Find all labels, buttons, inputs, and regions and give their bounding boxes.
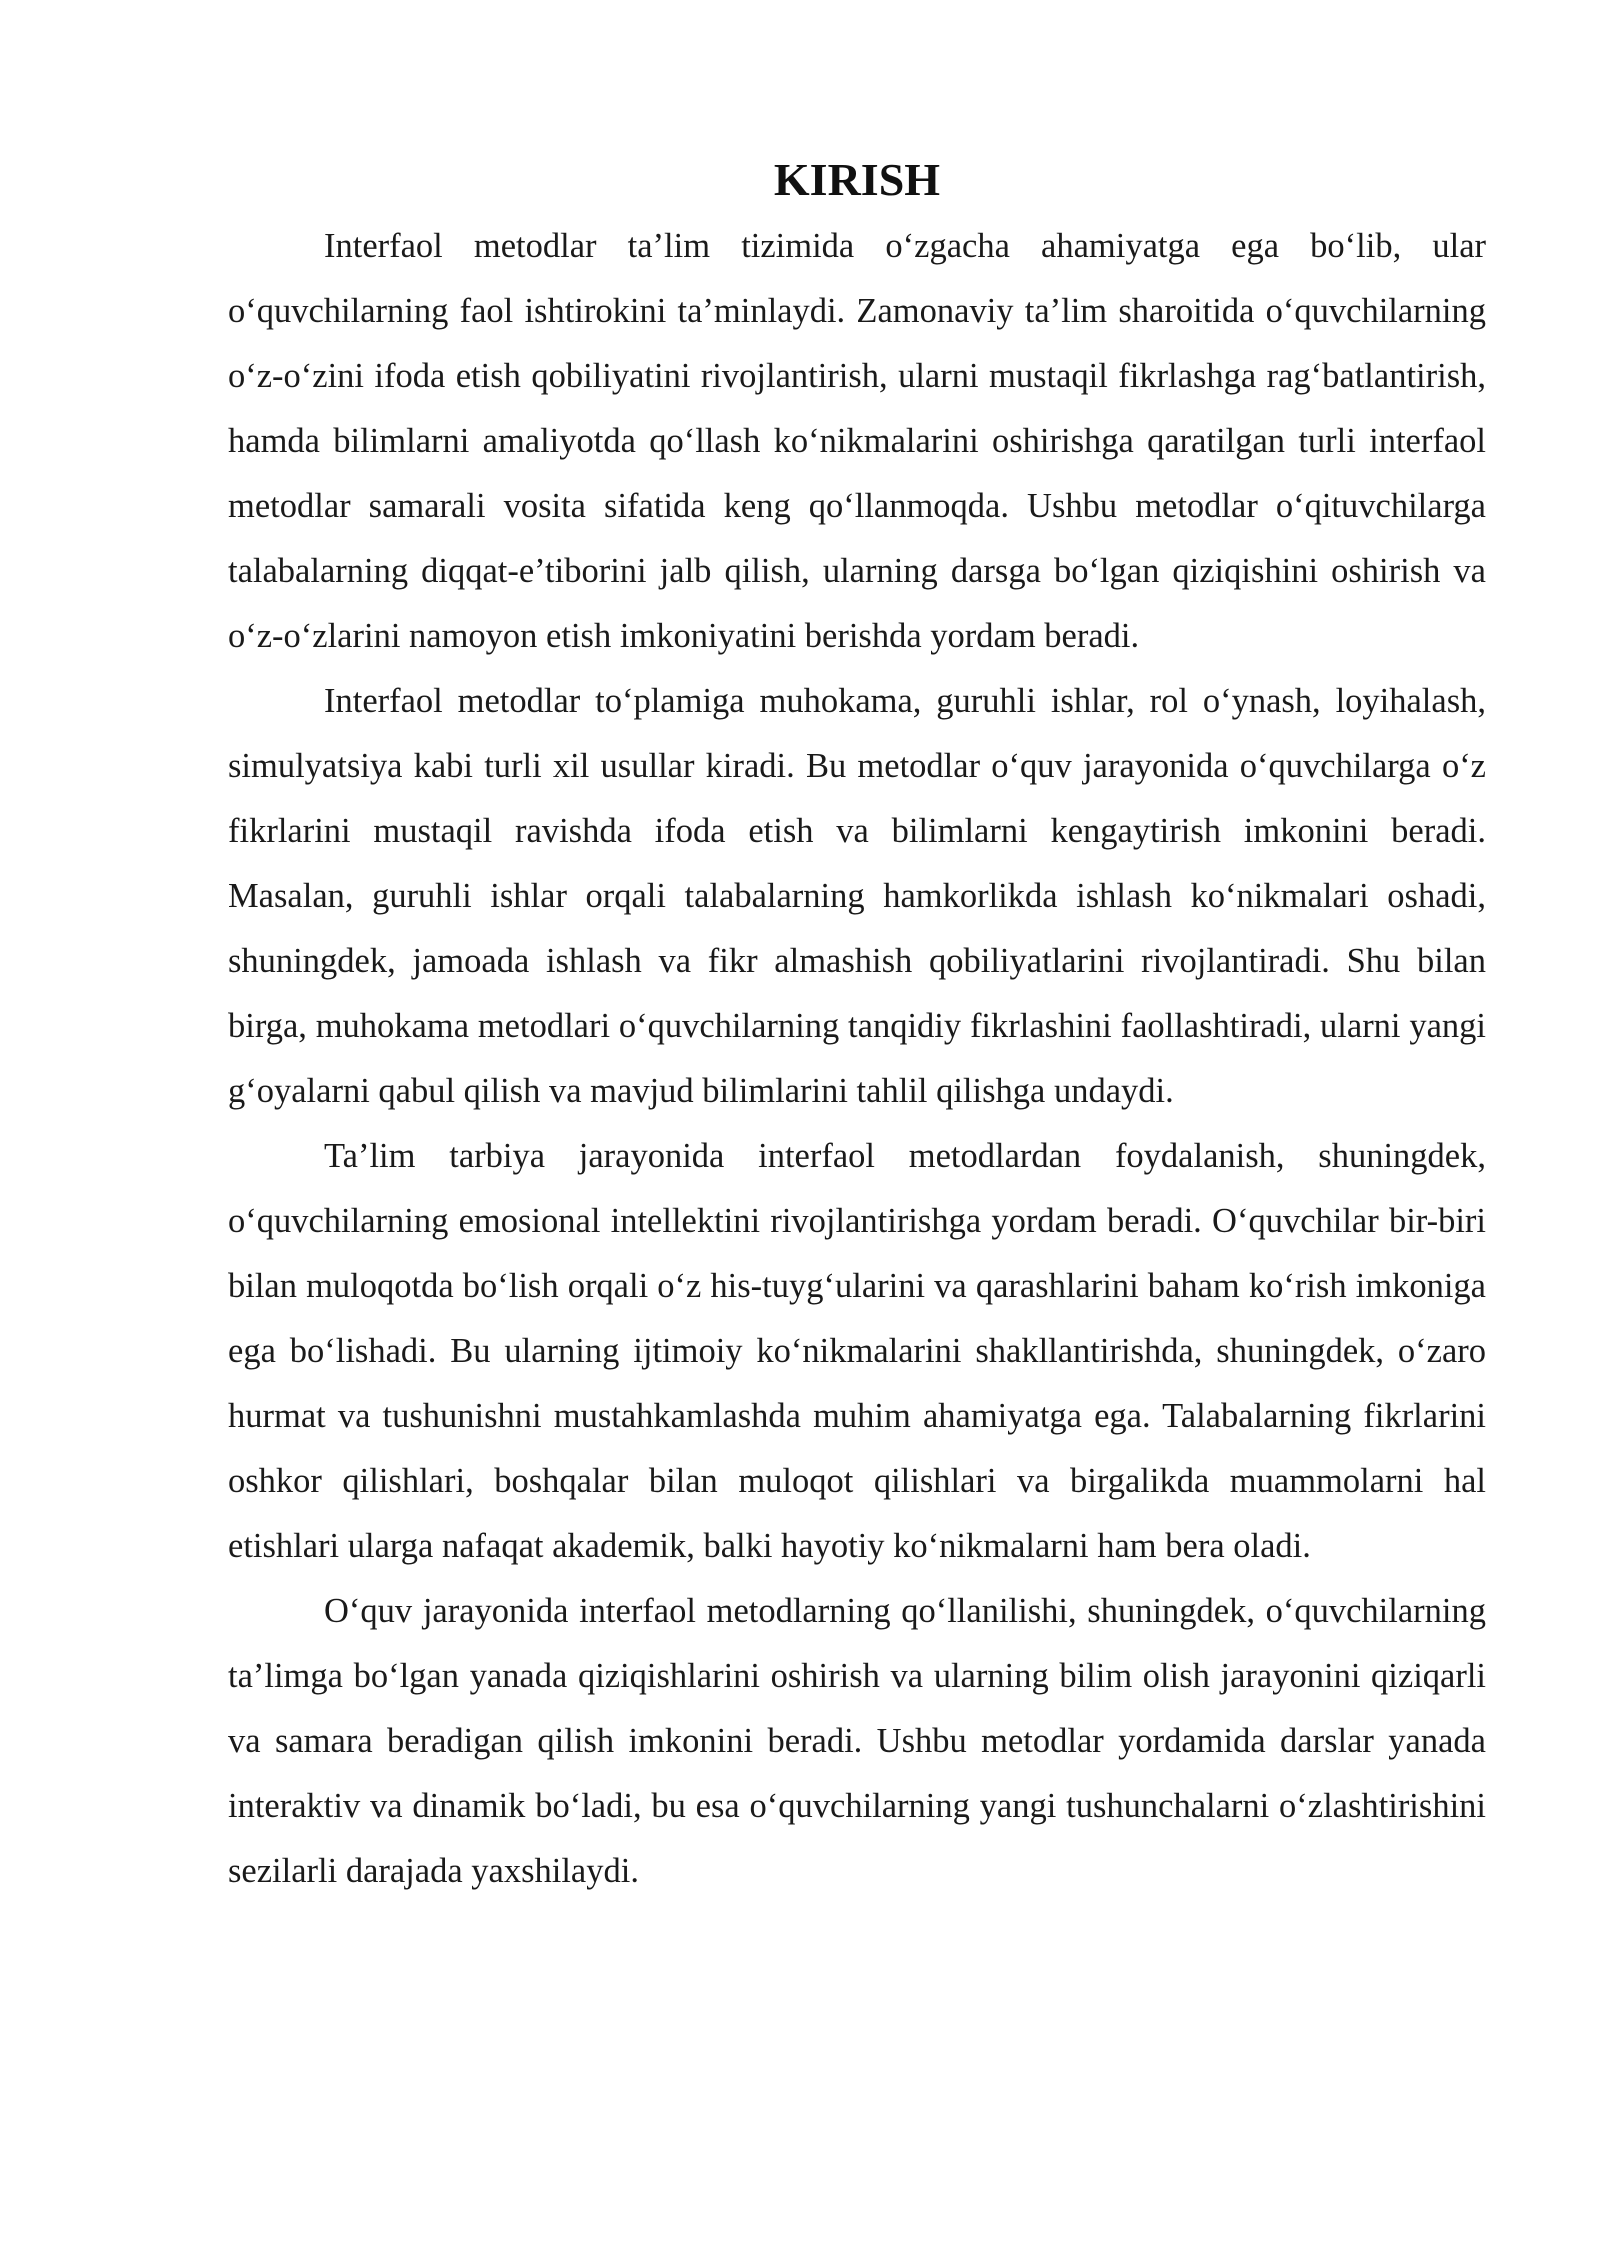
page-title: KIRISH	[773, 154, 941, 205]
paragraph-2: Interfaol metodlar to‘plamiga muhokama, guruhli ishlar, rol o‘ynash, loyihalash, simulyatsiya kabi turli xil usullar kiradi. Bu metodlar o‘quv jarayonida o‘quvchilarga o‘z fikrlarini mustaqil ravishda ifoda etish va bilimlarni kengaytirish imkonini beradi. Masalan, guruhli ishlar orqali talabalarning hamkorlikda ishlash ko‘nikmalari oshadi, shuningdek, jamoada ishlash va fikr almashish qobiliyatlarini rivojlantiradi. Shu bilan birga, muhokama metodlari o‘quvchilarning tanqidiy fikrlashini faollashtiradi, ularni yangi g‘oyalarni qabul qilish va mavjud bilimlarini tahlil qilishga undaydi.	[228, 682, 1486, 1110]
paragraph-3: Ta’lim tarbiya jarayonida interfaol metodlardan foydalanish, shuningdek, o‘quvchilarning emosional intellektini rivojlantirishga yordam beradi. O‘quvchilar bir-biri bilan muloqotda bo‘lish orqali o‘z his-tuyg‘ularini va qarashlarini baham ko‘rish imkoniga ega bo‘lishadi. Bu ularning ijtimoiy ko‘nikmalarini shakllantirishda, shuningdek, o‘zaro hurmat va tushunishni mustahkamlashda muhim ahamiyatga ega. Talabalarning fikrlarini oshkor qilishlari, boshqalar bilan muloqot qilishlari va birgalikda muammolarni hal etishlari ularga nafaqat akademik, balki hayotiy ko‘nikmalarni ham bera oladi.	[228, 1137, 1486, 1565]
paragraph-4: O‘quv jarayonida interfaol metodlarning qo‘llanilishi, shuningdek, o‘quvchilarning ta’limga bo‘lgan yanada qiziqishlarini oshirish va ularning bilim olish jarayonini qiziqarli va samara beradigan qilish imkonini beradi. Ushbu metodlar yordamida darslar yanada interaktiv va dinamik bo‘ladi, bu esa o‘quvchilarning yangi tushunchalarni o‘zlashtirishini sezilarli darajada yaxshilaydi.	[228, 1592, 1486, 1890]
paragraph-1: Interfaol metodlar ta’lim tizimida o‘zgacha ahamiyatga ega bo‘lib, ular o‘quvchilarning faol ishtirokini ta’minlaydi. Zamonaviy ta’lim sharoitida o‘quvchilarning o‘z-o‘zini ifoda etish qobiliyatini rivojlantirish, ularni mustaqil fikrlashga rag‘batlantirish, hamda bilimlarni amaliyotda qo‘llash ko‘nikmalarini oshirishga qaratilgan turli interfaol metodlar samarali vosita sifatida keng qo‘llanmoqda. Ushbu metodlar o‘qituvchilarga talabalarning diqqat-e’tiborini jalb qilish, ularning darsga bo‘lgan qiziqishini oshirish va o‘z-o‘zlarini namoyon etish imkoniyatini berishda yordam beradi.	[228, 227, 1486, 655]
document-body	[228, 150, 1486, 1904]
